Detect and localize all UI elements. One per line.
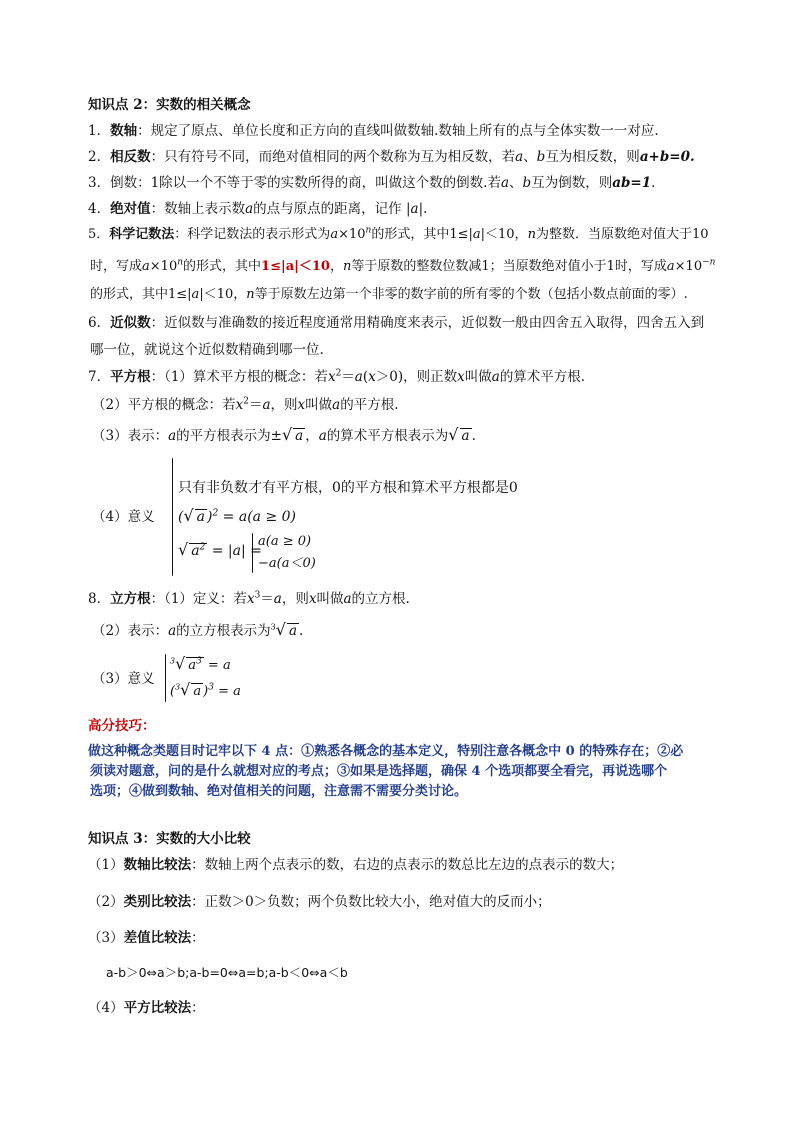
var: a xyxy=(188,658,197,673)
var: a xyxy=(191,287,200,302)
text: ( xyxy=(362,369,369,385)
item-number: 5． xyxy=(88,227,110,242)
var: a xyxy=(491,369,500,385)
brace-icon xyxy=(172,458,173,576)
var: a xyxy=(318,428,327,444)
brace-icon xyxy=(252,533,253,573)
exponent: 3 xyxy=(254,590,261,601)
text: |. xyxy=(418,201,428,217)
meaning-line-2 xyxy=(178,506,296,527)
text: ＝ xyxy=(341,369,355,385)
sqrt-icon: √ xyxy=(183,506,194,525)
text: 时，写成 xyxy=(90,259,143,274)
text: 互为相反数，则 xyxy=(545,149,640,165)
compare-method-1 xyxy=(88,856,623,874)
radicand: a xyxy=(288,623,298,639)
text: = a xyxy=(203,658,231,673)
text: 叫做 xyxy=(305,397,333,413)
formula: ab=1 xyxy=(612,175,652,191)
term: 平方根 xyxy=(110,369,151,385)
var: n xyxy=(246,287,255,302)
root-index: 3 xyxy=(270,622,276,632)
exponent: −n xyxy=(702,257,716,268)
var: a xyxy=(262,397,271,413)
exponent: 3 xyxy=(208,682,214,693)
root-index: 3 xyxy=(175,682,181,692)
var: a xyxy=(245,201,254,217)
var: x xyxy=(368,369,376,385)
text: ：正数＞0＞负数；两个负数比较大小，绝对值大的反而小； xyxy=(191,894,551,910)
radicand xyxy=(186,657,204,673)
item-2-opposite xyxy=(88,148,695,166)
paren: ) xyxy=(207,509,213,525)
item-number: 7． xyxy=(88,369,111,385)
var: b xyxy=(536,149,546,165)
var: x xyxy=(327,369,336,385)
meaning-line-1: 只有非负数才有平方根，0的平方根和算术平方根都是0 xyxy=(178,480,518,496)
text: ： xyxy=(191,930,205,946)
term: 差值比较法 xyxy=(123,930,192,946)
item-number: （2） xyxy=(88,894,124,910)
text: 、 xyxy=(523,149,537,165)
compare-method-2 xyxy=(88,893,551,911)
item-4-absolute-value xyxy=(88,200,427,218)
text: = |a| = xyxy=(207,543,262,559)
item-7-square-root-3 xyxy=(92,426,476,445)
text: ＝ xyxy=(260,591,274,607)
var: b xyxy=(522,175,532,191)
text: = a(a ≥ 0) xyxy=(218,509,297,525)
text: 的平方根. xyxy=(340,397,399,413)
text: ×10 xyxy=(149,259,178,274)
var: a xyxy=(191,543,200,559)
item-number: 6． xyxy=(88,315,111,331)
term: 立方根 xyxy=(110,591,151,607)
text: ： xyxy=(191,1000,205,1016)
text: 的平方根表示为± xyxy=(176,428,282,444)
item-6-approximate-line2: 哪一位，就说这个近似数精确到哪一位. xyxy=(90,342,324,358)
text: 的算术平方根. xyxy=(499,369,586,385)
paren: ) xyxy=(203,684,209,699)
var: x xyxy=(297,397,306,413)
item-number: 2． xyxy=(88,149,111,165)
text: ：（1）定义：若 xyxy=(150,591,247,607)
compare-method-3 xyxy=(88,929,205,947)
text: 倒数：1除以一个不等于零的实数所得的商，叫做这个数的倒数.若 xyxy=(110,175,501,191)
item-5-scientific-notation-line2 xyxy=(90,258,715,276)
text: 、 xyxy=(509,175,523,191)
radicand: a xyxy=(193,684,202,699)
item-8-meaning-label: （3）意义 xyxy=(92,671,155,687)
case-1: a(a ≥ 0) xyxy=(258,534,312,549)
root-index: 3 xyxy=(170,656,176,666)
var: a xyxy=(273,591,282,607)
term: 类别比较法 xyxy=(123,894,192,910)
exponent: 2 xyxy=(212,508,219,519)
text: 互为倒数，则 xyxy=(531,175,613,191)
tips-line-2: 须读对题意，问的是什么就想对应的考点；③如果是选择题，确保 4 个选项都要全看完，再说选哪个 xyxy=(90,764,668,779)
term: 科学记数法 xyxy=(109,227,175,242)
tips-title: 高分技巧： xyxy=(88,718,156,734)
text: 的形式，其中 xyxy=(183,259,262,274)
text: 的算术平方根表示为 xyxy=(326,428,449,444)
text: 等于原数左边第一个非零的数字前的所有零的个数（包括小数点前面的零）. xyxy=(254,287,688,302)
text: 叫做 xyxy=(316,591,344,607)
highlight-range: 1≤|a|＜10 xyxy=(261,259,330,274)
var: a xyxy=(515,149,524,165)
radicand: a xyxy=(461,428,470,444)
var: a xyxy=(168,623,177,639)
var: n xyxy=(527,227,536,242)
var: a xyxy=(666,259,675,274)
cube-meaning-1 xyxy=(170,654,231,676)
var: n xyxy=(342,259,352,274)
var: a xyxy=(168,428,177,444)
text: ， xyxy=(305,428,319,444)
cube-meaning-2 xyxy=(170,680,241,702)
sqrt-icon: √ xyxy=(448,425,459,444)
text: 的形式，其中1≤| xyxy=(371,227,473,242)
item-7-square-root-1 xyxy=(88,368,585,386)
text: . xyxy=(299,623,304,639)
text: 的立方根表示为 xyxy=(176,623,271,639)
tips-line-3: 选项；④做到数轴、绝对值相关的问题，注意需不需要分类讨论。 xyxy=(90,784,468,799)
case-2: −a(a＜0) xyxy=(258,556,316,571)
text: 叫做 xyxy=(464,369,492,385)
item-number: 4． xyxy=(88,201,111,217)
term: 绝对值 xyxy=(110,201,151,217)
var: x xyxy=(246,591,255,607)
exponent: n xyxy=(365,225,372,236)
text: . xyxy=(471,428,476,444)
text: 的立方根. xyxy=(351,591,410,607)
var: a xyxy=(343,591,352,607)
exponent: 2 xyxy=(199,542,206,553)
text: ×10 xyxy=(674,259,703,274)
formula: a+b=0. xyxy=(639,149,695,165)
text: ：只有符号不同，而绝对值相同的两个数称为互为相反数，若 xyxy=(150,149,516,165)
text: ：科学记数法的表示形式为 xyxy=(174,227,331,242)
term: 数轴 xyxy=(110,123,138,139)
section-title-kp2: 知识点 2：实数的相关概念 xyxy=(88,97,251,113)
text: ， xyxy=(329,259,343,274)
tips-line-1: 做这种概念类题目时记牢以下 4 点：①熟悉各概念的基本定义，特别注意各概念中 0 的特殊存在；②必 xyxy=(88,744,684,759)
cbrt-icon: √ xyxy=(175,654,186,673)
item-number: 1． xyxy=(88,123,111,139)
var: a xyxy=(500,175,510,191)
difference-formula: a-b＞0⇔a＞b;a-b=0⇔a=b;a-b＜0⇔a＜b xyxy=(106,965,348,980)
var: a xyxy=(142,259,150,274)
text: ＞0)，则正数 xyxy=(375,369,458,385)
var: a xyxy=(330,227,339,242)
text: 的点与原点的距离，记作 | xyxy=(253,201,411,217)
text: ×10 xyxy=(338,227,366,242)
cbrt-icon: √ xyxy=(275,620,286,639)
item-7-square-root-2 xyxy=(92,396,399,414)
sqrt-icon: √ xyxy=(178,540,189,559)
text: （2）表示： xyxy=(92,623,169,639)
paren: ( xyxy=(178,509,184,525)
paren: ( xyxy=(170,684,176,699)
exponent: n xyxy=(177,257,184,268)
text: （2）平方根的概念：若 xyxy=(92,397,236,413)
item-number: （1） xyxy=(88,857,124,873)
item-number: （3） xyxy=(88,930,124,946)
text: ：数轴上表示数 xyxy=(150,201,246,217)
item-number: 8． xyxy=(88,591,111,607)
text: |＜10， xyxy=(199,287,247,302)
item-5-scientific-notation-line3 xyxy=(90,286,688,304)
text: （3）表示： xyxy=(92,428,169,444)
term: 数轴比较法 xyxy=(123,857,192,873)
item-6-approximate-line1 xyxy=(88,314,704,332)
term: 相反数 xyxy=(110,149,151,165)
var: x xyxy=(457,369,465,385)
text: 为整数．当原数绝对值大于10 xyxy=(535,227,709,242)
text: = a xyxy=(213,684,241,699)
var: a xyxy=(472,227,481,242)
item-8-cube-root-1 xyxy=(88,590,410,608)
item-1-number-line xyxy=(88,122,659,140)
cbrt-icon: √ xyxy=(180,680,191,699)
exponent: 3 xyxy=(196,656,202,667)
var: a xyxy=(354,369,363,385)
section-title-kp3: 知识点 3：实数的大小比较 xyxy=(88,831,251,847)
var: x xyxy=(308,591,317,607)
radicand: a xyxy=(196,509,206,525)
compare-method-4 xyxy=(88,999,205,1017)
exponent: 2 xyxy=(243,396,249,407)
text: 的形式，其中1≤| xyxy=(90,287,192,302)
text: ：近似数与准确数的接近程度通常用精确度来表示，近似数一般由四舍五入取得，四舍五入到 xyxy=(150,315,705,331)
item-7-meaning-label: （4）意义 xyxy=(92,509,155,525)
text: ，则 xyxy=(270,397,298,413)
exponent: 2 xyxy=(335,368,342,379)
text: 等于原数的整数位数减1；当原数绝对值小于1时，写成 xyxy=(351,259,667,274)
text: . xyxy=(651,175,656,191)
var: a xyxy=(332,397,341,413)
item-5-scientific-notation-line1 xyxy=(88,226,708,244)
item-3-reciprocal xyxy=(88,174,655,192)
term: 平方比较法 xyxy=(123,1000,192,1016)
text: ：数轴上两个点表示的数，右边的点表示的数总比左边的点表示的数大； xyxy=(191,857,624,873)
text: ：（1）算术平方根的概念：若 xyxy=(150,369,328,385)
item-number: 3． xyxy=(88,175,111,191)
text: |＜10， xyxy=(480,227,528,242)
term: 近似数 xyxy=(110,315,151,331)
definition: ：规定了原点、单位长度和正方向的直线叫做数轴.数轴上所有的点与全体实数一一对应. xyxy=(137,123,659,139)
item-8-cube-root-2 xyxy=(92,621,303,640)
radicand: a xyxy=(295,428,304,444)
brace-icon xyxy=(165,654,166,702)
var: x xyxy=(235,397,244,413)
text: ，则 xyxy=(281,591,309,607)
meaning-line-3 xyxy=(178,540,262,561)
text: ＝ xyxy=(248,397,263,413)
sqrt-icon: √ xyxy=(281,425,293,444)
var: a xyxy=(410,201,419,217)
radicand xyxy=(189,543,207,559)
item-number: （4） xyxy=(88,1000,124,1016)
